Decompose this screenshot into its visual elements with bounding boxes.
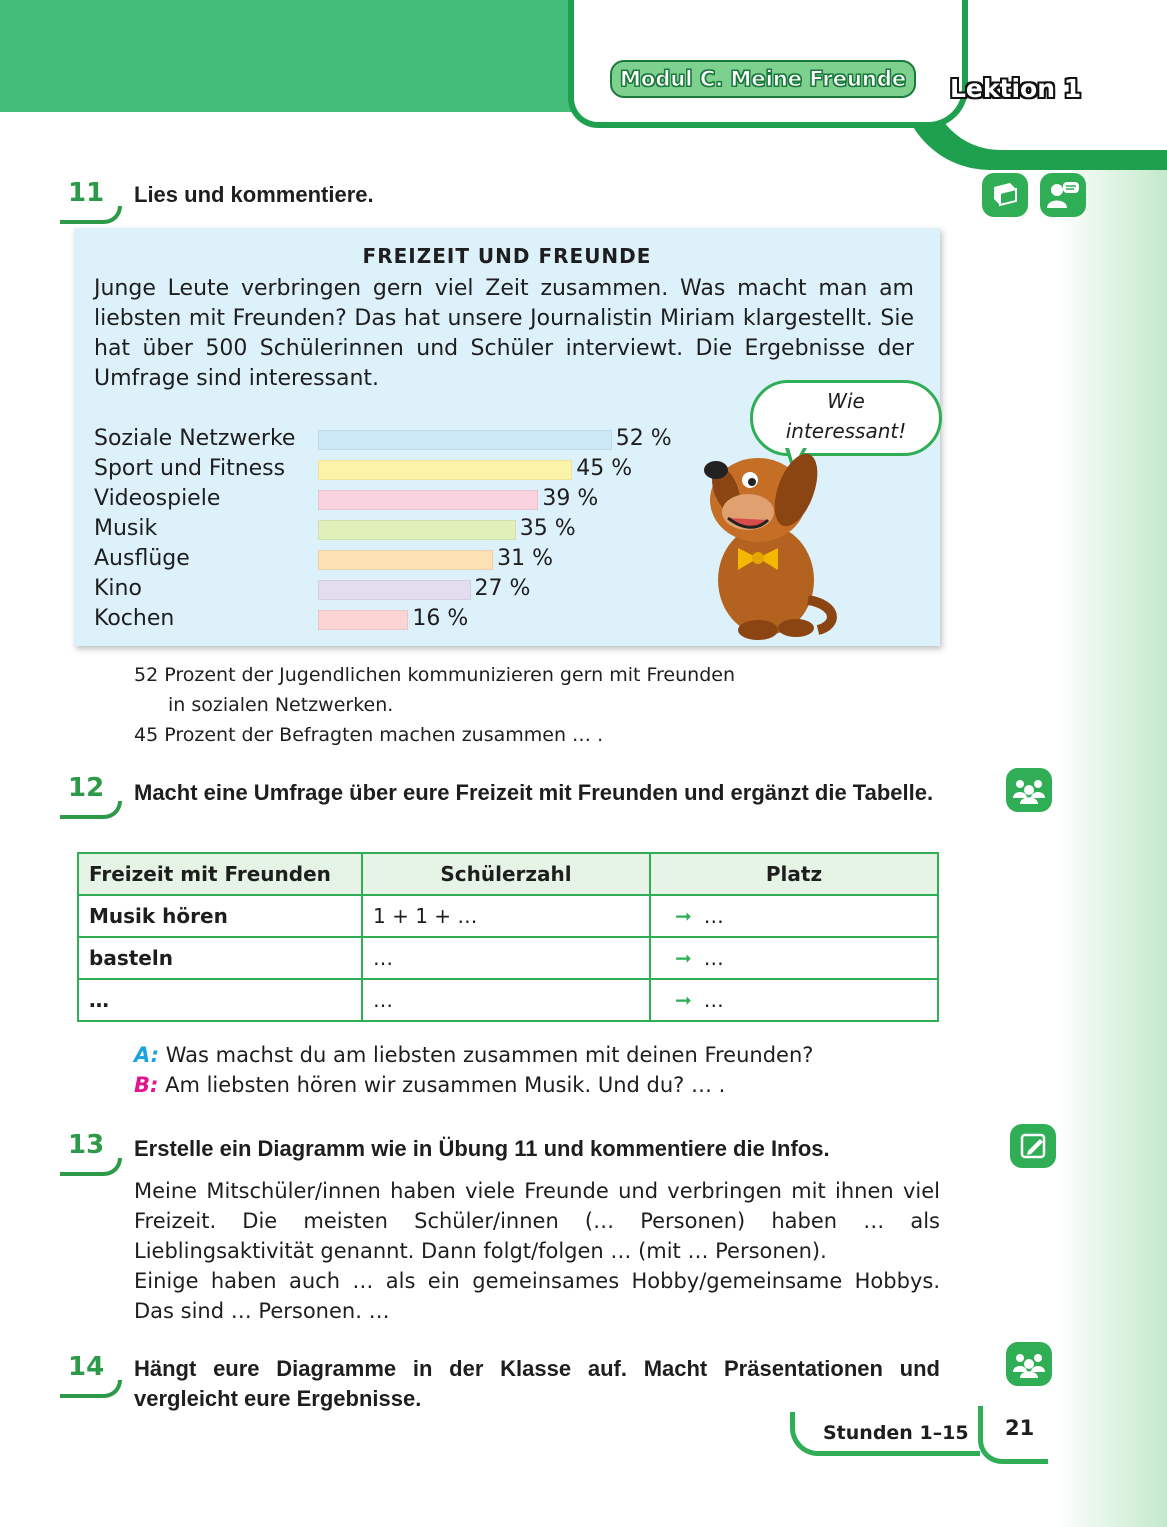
table-cell-platz-value: …: [703, 946, 724, 970]
bar-value-label: 52 %: [615, 426, 672, 451]
exercise-number-11: 11: [60, 178, 118, 222]
header-banner: [0, 0, 580, 112]
table-cell-platz-value: …: [703, 904, 724, 928]
table-cell-activity: Musik hören: [78, 895, 362, 937]
bar: [318, 490, 538, 510]
reading-heading: FREIZEIT UND FREUNDE: [362, 244, 652, 268]
bar: [318, 460, 572, 480]
bar-label: Kino: [94, 576, 142, 601]
table-cell-activity: basteln: [78, 937, 362, 979]
bar-label: Kochen: [94, 606, 175, 631]
arrow-icon: ➞: [675, 988, 692, 1012]
modul-title: Modul C. Meine Freunde: [610, 60, 916, 98]
bar-value-label: 35 %: [519, 516, 576, 541]
footer-stunden-label: Stunden 1–15: [823, 1422, 969, 1444]
dialog-text-b: Am liebsten hören wir zusammen Musik. Und du? … .: [165, 1073, 726, 1097]
bar: [318, 430, 612, 450]
table-row: [78, 895, 938, 937]
lektion-title: Lektion 1: [950, 74, 1082, 103]
exercise-number-12: 12: [60, 773, 118, 817]
ex11-line-3: 45 Prozent der Befragten machen zusammen … .: [134, 724, 604, 746]
bubble-line-2: interessant!: [785, 419, 907, 443]
dialog-label-a: A:: [134, 1043, 160, 1067]
exercise-number-13: 13: [60, 1130, 118, 1174]
table-header-freizeit: Freizeit mit Freunden: [78, 853, 362, 895]
arrow-icon: ➞: [675, 946, 692, 970]
dialog-label-b: B:: [134, 1073, 159, 1097]
reading-text: Junge Leute verbringen gern viel Zeit zusammen. Was macht man am liebsten mit Freunden? Das hat unsere Journalistin Miriam klargestellt. Sie hat über 500 Schülerinnen und Schüler interviewt. Die Ergebnisse der Umfrage sind interessant.: [94, 276, 914, 391]
survey-table: [77, 852, 939, 1022]
footer-stunden: [790, 1412, 980, 1456]
table-header-platz: Platz: [650, 853, 938, 895]
exercise-13-title: Erstelle ein Diagramm wie in Übung 11 und kommentiere die Infos.: [134, 1136, 830, 1161]
table-cell-platz: [650, 895, 938, 937]
exercise-13-text-2: Einige haben auch … als ein gemeinsames Hobby/gemeinsame Hobbys. Das sind … Personen. …: [134, 1269, 940, 1323]
bar-value-label: 27 %: [474, 576, 531, 601]
arrow-icon: ➞: [675, 904, 692, 928]
bar-label: Videospiele: [94, 486, 221, 511]
bar-value-label: 45 %: [576, 456, 633, 481]
bar-label: Soziale Netzwerke: [94, 426, 296, 451]
dog-illustration: [688, 430, 848, 645]
table-cell-platz-value: …: [703, 988, 724, 1012]
exercise-13-text: Meine Mitschüler/innen haben viele Freunde und verbringen mit ihnen viel Freizeit. Die meisten Schüler/innen (… Personen) haben … als Lieblingsaktivität genannt. Dann folgt/folgen … (mit … Personen).: [134, 1179, 940, 1263]
table-cell-count: …: [362, 979, 650, 1021]
group-icon: [1006, 768, 1052, 812]
pencil-icon: [1010, 1124, 1056, 1168]
bar-value-label: 39 %: [542, 486, 599, 511]
exercise-12-title: Macht eine Umfrage über eure Freizeit mit Freunden und ergänzt die Tabelle.: [134, 780, 934, 805]
side-gradient-strip: [1057, 110, 1167, 1527]
table-header-row: [78, 853, 938, 895]
bar: [318, 610, 408, 630]
exercise-11-title: Lies und kommentiere.: [134, 182, 374, 207]
table-cell-count: 1 + 1 + …: [362, 895, 650, 937]
page-number-label: 21: [1005, 1416, 1035, 1440]
group-icon: [1006, 1342, 1052, 1386]
bar-label: Sport und Fitness: [94, 456, 286, 481]
speaking-person-icon: [1040, 173, 1086, 217]
bar: [318, 580, 471, 600]
table-cell-platz: [650, 979, 938, 1021]
table-cell-platz: [650, 937, 938, 979]
dialog-line-a: [134, 1040, 813, 1070]
bar-label: Musik: [94, 516, 158, 541]
bar: [318, 550, 493, 570]
page-number: [978, 1406, 1048, 1464]
table-row: [78, 979, 938, 1021]
bar-value-label: 31 %: [497, 546, 554, 571]
dialog-text-a: Was machst du am liebsten zusammen mit deinen Freunden?: [165, 1043, 814, 1067]
table-row: [78, 937, 938, 979]
table-header-schuelerzahl: Schülerzahl: [362, 853, 650, 895]
bar: [318, 520, 516, 540]
bar-label: Ausflüge: [94, 546, 190, 571]
ex11-line-1: 52 Prozent der Jugendlichen kommunizieren gern mit Freunden: [134, 664, 735, 686]
ex11-line-2: in sozialen Netzwerken.: [168, 694, 394, 716]
book-icon: [982, 173, 1028, 217]
dialog-line-b: [134, 1070, 725, 1100]
bubble-line-1: Wie: [827, 389, 865, 413]
exercise-14-title: Hängt eure Diagramme in der Klasse auf. Macht Präsentationen und vergleicht eure Ergebnisse.: [134, 1356, 940, 1411]
bar-value-label: 16 %: [412, 606, 469, 631]
exercise-number-14: 14: [60, 1352, 118, 1396]
table-cell-count: …: [362, 937, 650, 979]
table-cell-activity: …: [78, 979, 362, 1021]
